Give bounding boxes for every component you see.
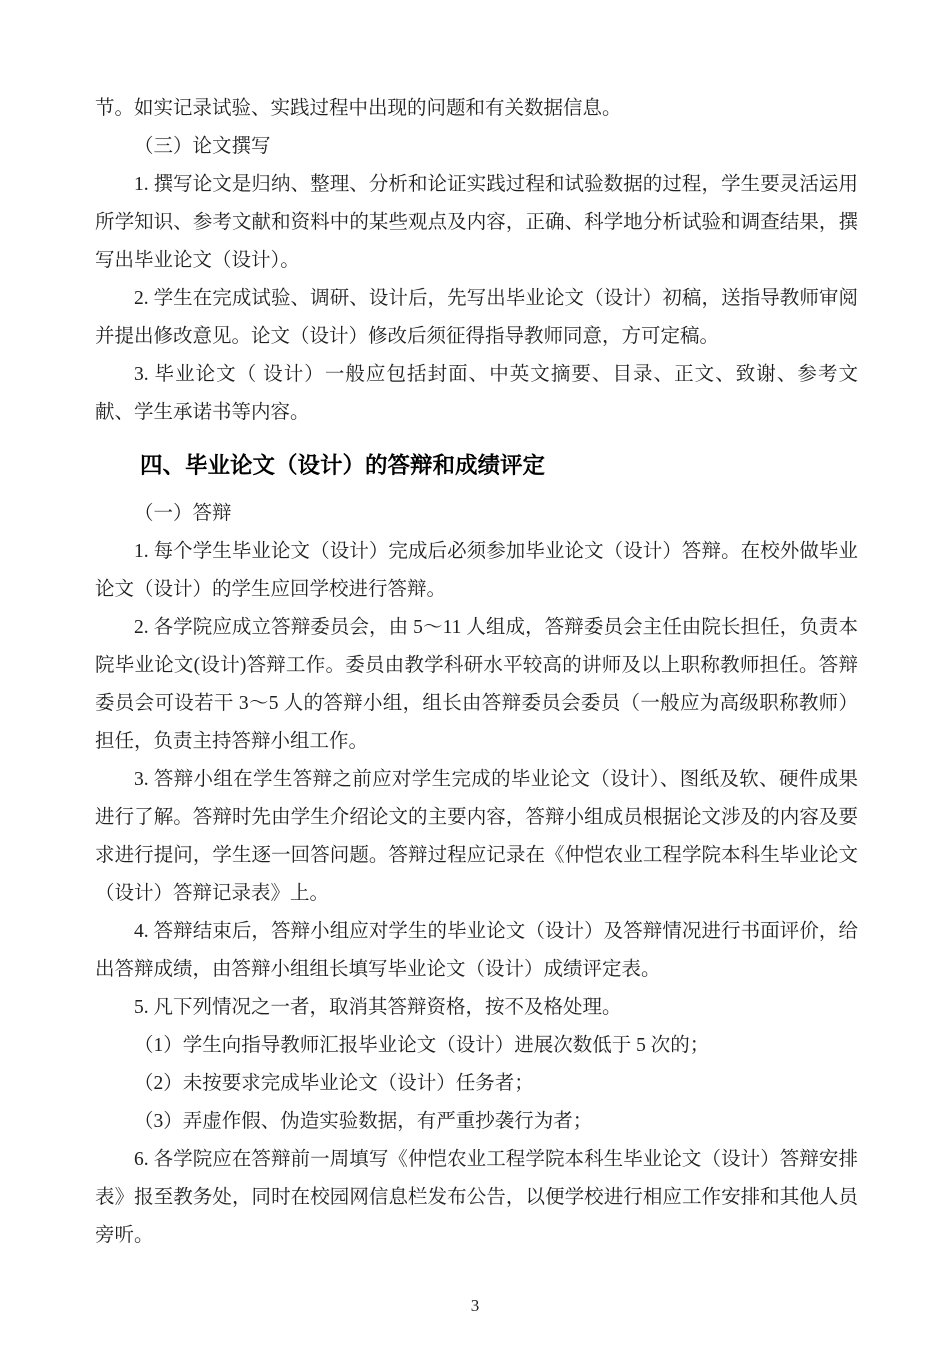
section-heading: 四、毕业论文（设计）的答辩和成绩评定 [140,453,546,478]
paragraph: 6. 各学院应在答辩前一周填写《仲恺农业工程学院本科生毕业论文（设计）答辩安排表》报至教务处，同时在校园网信息栏发布公告，以便学校进行相应工作安排和其他人员旁听。 [95,1149,858,1246]
paragraph: 3. 答辩小组在学生答辩之前应对学生完成的毕业论文（设计）、图纸及软、硬件成果进行了解。答辩时先由学生介绍论文的主要内容，答辩小组成员根据论文涉及的内容及要求进行提问，学生逐一回答问题。答辩过程应记录在《仲恺农业工程学院本科生毕业论文（设计）答辩记录表》上。 [95,769,858,904]
paragraph: （1）学生向指导教师汇报毕业论文（设计）进展次数低于 5 次的； [134,1035,710,1056]
paragraph: （一）答辩 [134,503,232,524]
paragraph: 4. 答辩结束后，答辩小组应对学生的毕业论文（设计）及答辩情况进行书面评价，给出答辩成绩，由答辩小组组长填写毕业论文（设计）成绩评定表。 [95,921,858,980]
paragraph: 2. 学生在完成试验、调研、设计后，先写出毕业论文（设计）初稿，送指导教师审阅并提出修改意见。论文（设计）修改后须征得指导教师同意，方可定稿。 [95,288,858,347]
paragraph: 3. 毕业论文（ 设计）一般应包括封面、中英文摘要、目录、正文、致谢、参考文献、学生承诺书等内容。 [95,364,858,423]
paragraph: （3）弄虚作假、伪造实验数据，有严重抄袭行为者； [134,1111,593,1132]
paragraph: 1. 每个学生毕业论文（设计）完成后必须参加毕业论文（设计）答辩。在校外做毕业论文（设计）的学生应回学校进行答辩。 [95,541,858,600]
paragraph: 节。如实记录试验、实践过程中出现的问题和有关数据信息。 [95,98,622,119]
paragraph: 5. 凡下列情况之一者，取消其答辩资格，按不及格处理。 [134,997,622,1018]
paragraph: 1. 撰写论文是归纳、整理、分析和论证实践过程和试验数据的过程，学生要灵活运用所学知识、参考文献和资料中的某些观点及内容，正确、科学地分析试验和调查结果，撰写出毕业论文（设计）。 [95,174,858,271]
paragraph: （三）论文撰写 [134,136,271,157]
document-body [95,90,858,1255]
paragraph: （2）未按要求完成毕业论文（设计）任务者； [134,1073,534,1094]
page-footer [0,1296,950,1316]
paragraph: 2. 各学院应成立答辩委员会，由 5～11 人组成，答辩委员会主任由院长担任，负责本院毕业论文(设计)答辩工作。委员由教学科研水平较高的讲师及以上职称教师担任。答辩委员会可设若干 3～5 人的答辩小组，组长由答辩委员会委员（一般应为高级职称教师）担任，负责主持答辩小组工作。 [95,617,858,752]
page-number: 3 [470,1296,480,1315]
